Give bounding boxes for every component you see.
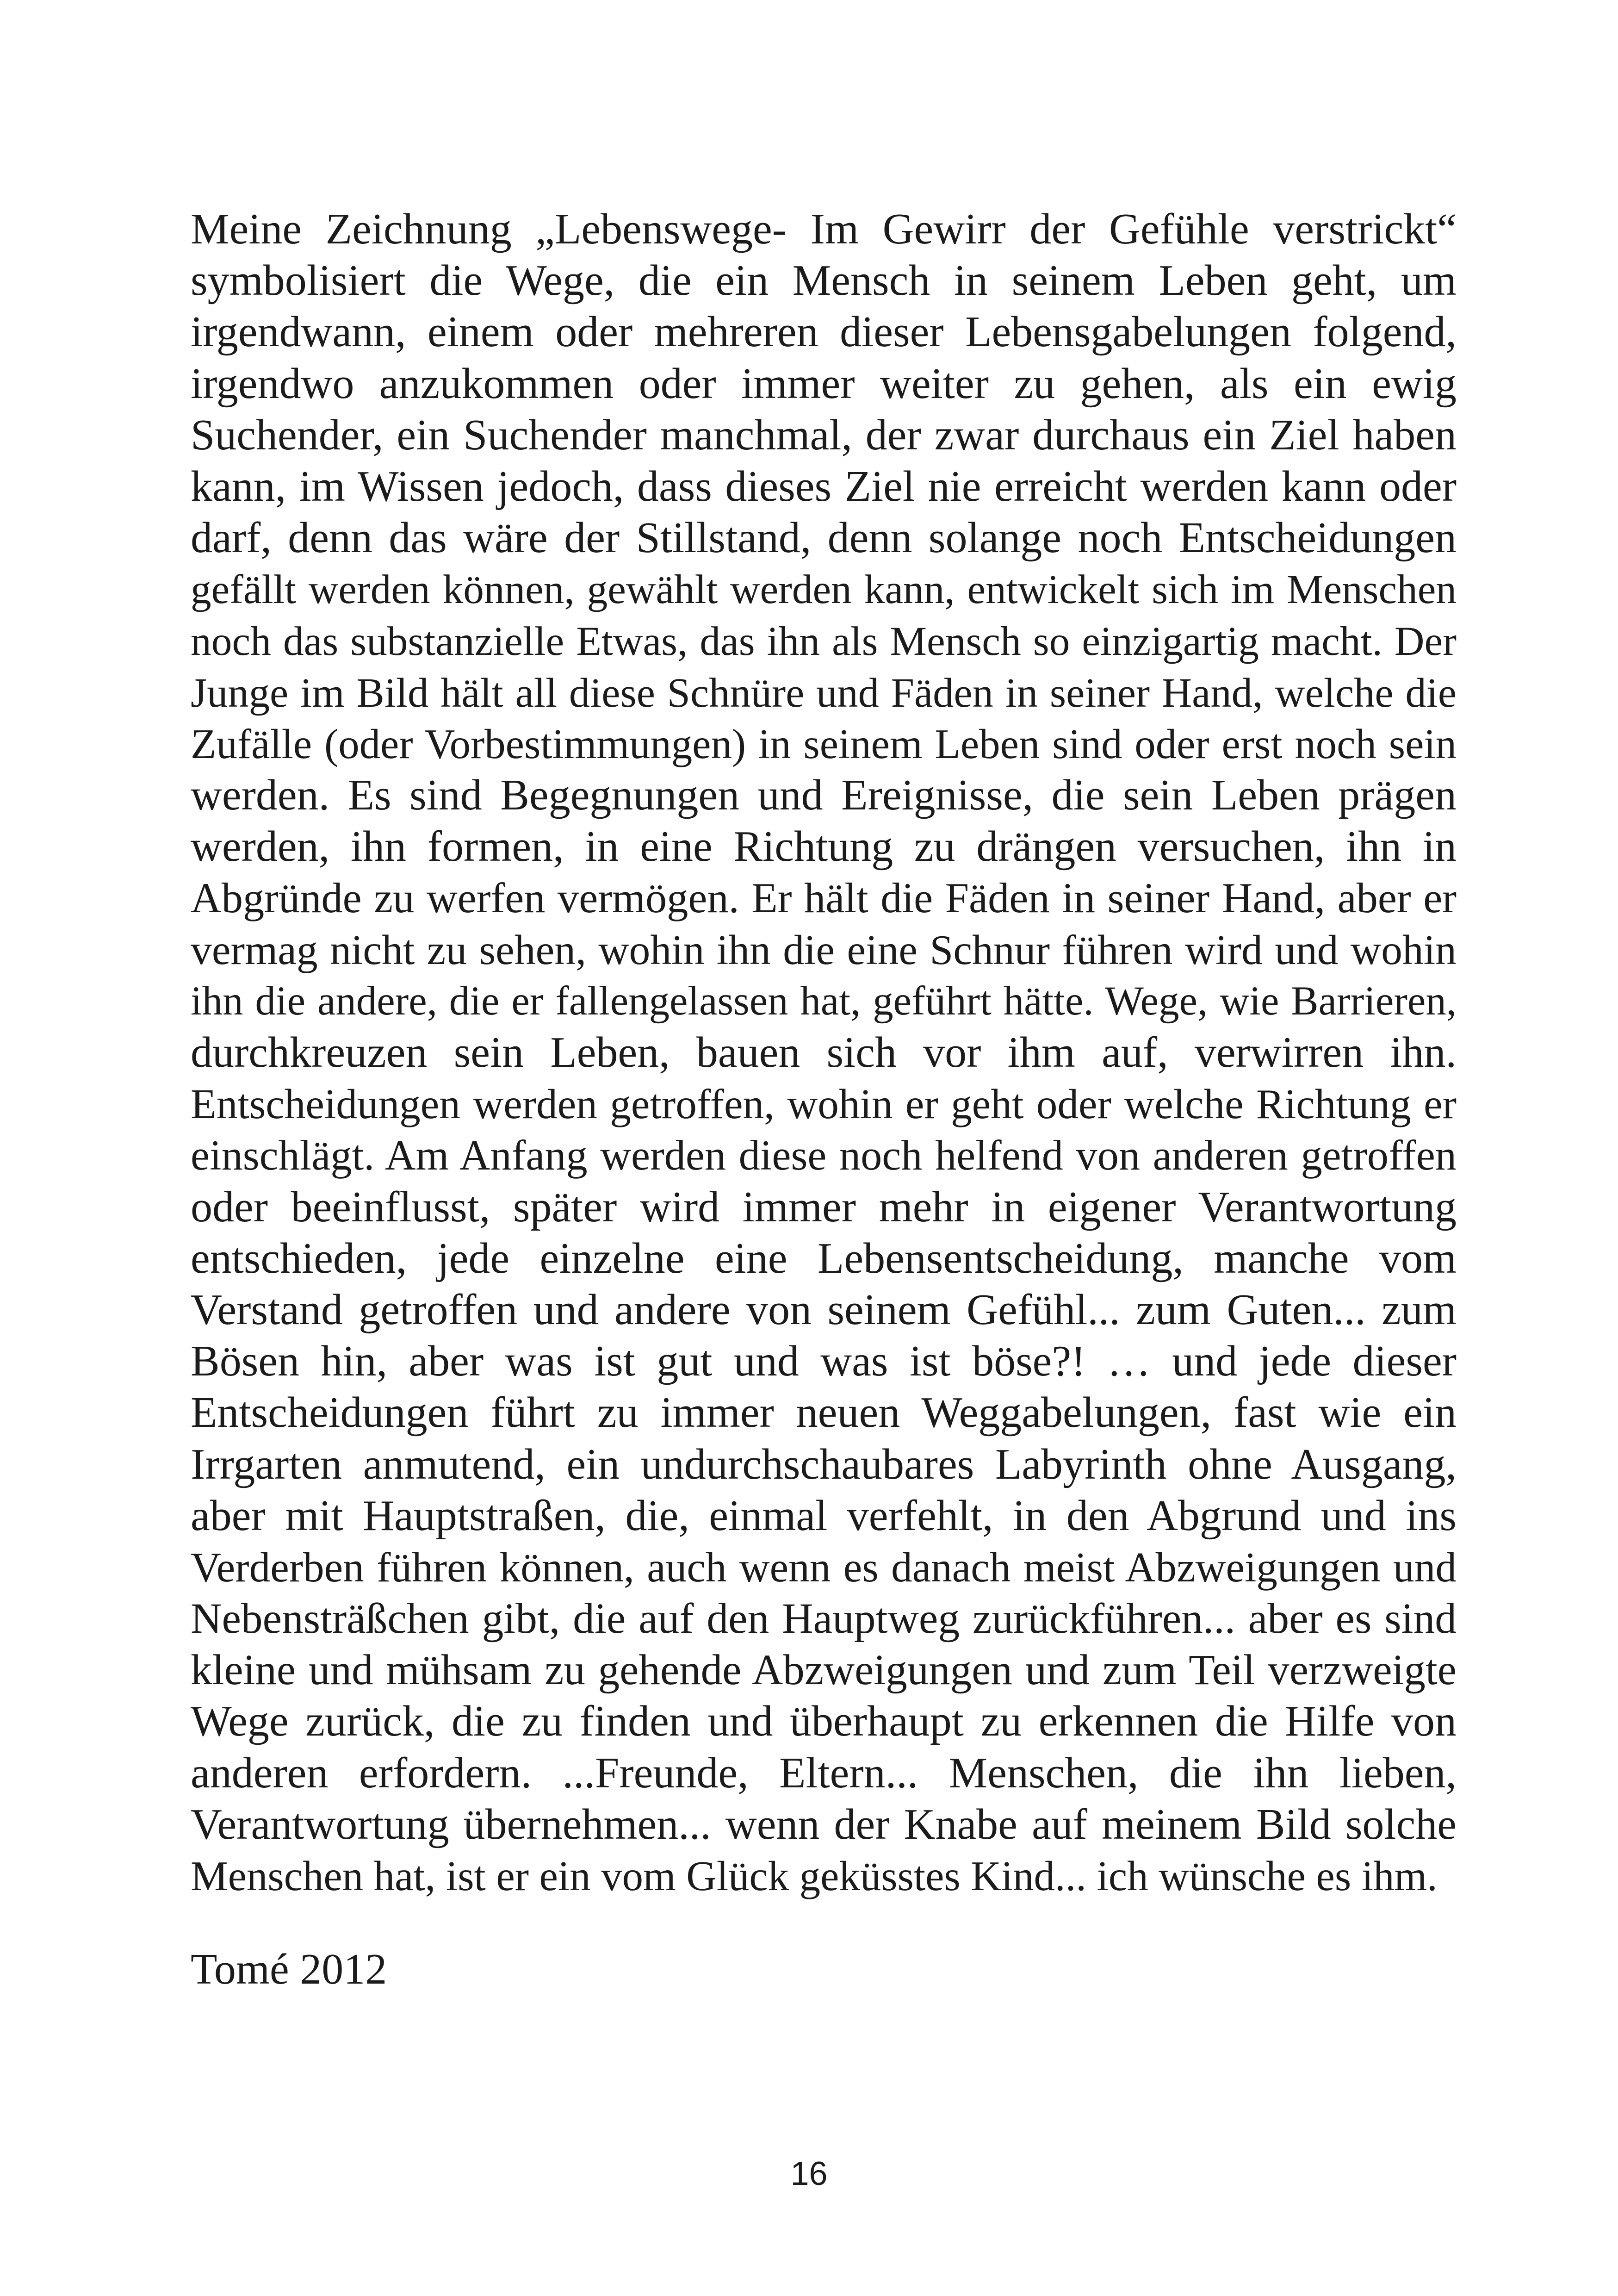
body-line: Entscheidungen führt zu immer neuen Weggabelungen, fast wie ein: [191, 1388, 1457, 1437]
body-line: Abgründe zu werfen vermögen. Er hält die Fäden in seiner Hand, aber er: [191, 874, 1457, 922]
body-line: Irrgarten anmutend, ein undurchschaubares Labyrinth ohne Ausgang,: [191, 1440, 1457, 1488]
body-line: aber mit Hauptstraßen, die, einmal verfehlt, in den Abgrund und ins: [191, 1491, 1457, 1540]
body-line: Wege zurück, die zu finden und überhaupt zu erkennen die Hilfe von: [191, 1697, 1457, 1746]
body-line: darf, denn das wäre der Stillstand, denn solange noch Entscheidungen: [191, 514, 1457, 562]
body-line: kann, im Wissen jedoch, dass dieses Ziel nie erreicht werden kann oder: [191, 462, 1457, 510]
body-line: Nebensträßchen gibt, die auf den Hauptweg zurückführen... aber es sind: [191, 1595, 1457, 1643]
body-line: ihn die andere, die er fallengelassen hat, geführt hätte. Wege, wie Barrieren,: [191, 978, 1457, 1024]
body-line: werden, ihn formen, in eine Richtung zu drängen versuchen, ihn in: [191, 822, 1457, 871]
body-line: vermag nicht zu sehen, wohin ihn die eine Schnur führen wird und wohin: [191, 926, 1457, 973]
body-line: werden. Es sind Begegnungen und Ereignisse, die sein Leben prägen: [191, 771, 1457, 820]
body-line: durchkreuzen sein Leben, bauen sich vor ihm auf, verwirren ihn.: [191, 1028, 1457, 1076]
signature: Tomé 2012: [191, 1945, 387, 1993]
body-line: Verantwortung übernehmen... wenn der Knabe auf meinem Bild solche: [191, 1800, 1457, 1848]
body-line: Junge im Bild hält all diese Schnüre und Fäden in seiner Hand, welche die: [191, 669, 1457, 716]
body-line: Menschen hat, ist er ein vom Glück geküsstes Kind... ich wünsche es ihm.: [191, 1853, 1438, 1899]
body-line: irgendwann, einem oder mehreren dieser Lebensgabelungen folgend,: [191, 308, 1457, 356]
body-line: Meine Zeichnung „Lebenswege- Im Gewirr der Gefühle verstrickt“: [191, 205, 1457, 253]
page-number: 16: [790, 2155, 828, 2192]
body-line: Suchender, ein Suchender manchmal, der zwar durchaus ein Ziel haben: [191, 411, 1457, 459]
body-line: Bösen hin, aber was ist gut und was ist böse?! … und jede dieser: [191, 1337, 1457, 1386]
body-line: Entscheidungen werden getroffen, wohin er geht oder welche Richtung er: [191, 1081, 1457, 1128]
body-line: einschlägt. Am Anfang werden diese noch helfend von anderen getroffen: [191, 1132, 1457, 1179]
body-line: kleine und mühsam zu gehende Abzweigungen und zum Teil verzweigte: [191, 1646, 1457, 1694]
body-line: Verderben führen können, auch wenn es danach meist Abzweigungen und: [191, 1543, 1457, 1591]
body-line: symbolisiert die Wege, die ein Mensch in seinem Leben geht, um: [191, 256, 1457, 305]
body-line: Verstand getroffen und andere von seinem Gefühl... zum Guten... zum: [191, 1285, 1457, 1334]
body-line: anderen erfordern. ...Freunde, Eltern... Menschen, die ihn lieben,: [191, 1748, 1457, 1797]
body-paragraph: [191, 204, 1457, 1902]
body-line: noch das substanzielle Etwas, das ihn als Mensch so einzigartig macht. Der: [191, 618, 1457, 664]
body-line: gefällt werden können, gewählt werden kann, entwickelt sich im Menschen: [191, 566, 1457, 613]
body-line: irgendwo anzukommen oder immer weiter zu gehen, als ein ewig: [191, 359, 1457, 408]
body-line: entschieden, jede einzelne eine Lebensentscheidung, manche vom: [191, 1234, 1457, 1282]
body-line: oder beeinflusst, später wird immer mehr in eigener Verantwortung: [191, 1182, 1457, 1231]
body-line: Zufälle (oder Vorbestimmungen) in seinem Leben sind oder erst noch sein: [191, 720, 1457, 767]
